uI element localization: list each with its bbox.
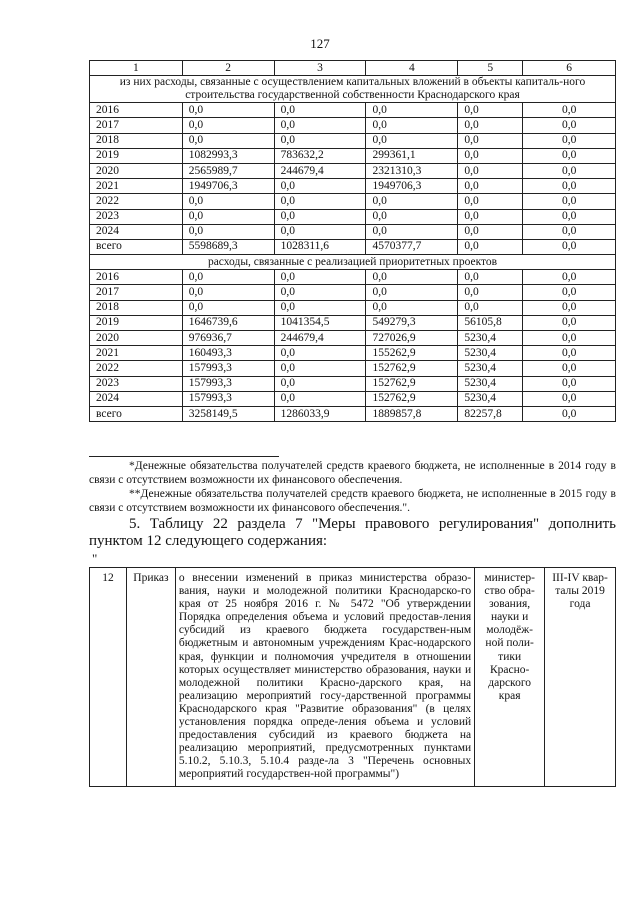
- column-number-cell: 5: [458, 61, 523, 76]
- value-cell: 5598689,3: [182, 239, 274, 254]
- table-row: [90, 300, 616, 315]
- value-cell: 0,0: [366, 103, 458, 118]
- main-paragraph-text: 5. Таблицу 22 раздела 7 "Меры правового регулирования" дополнить пунктом 12 следующего содержания:: [89, 516, 616, 549]
- value-cell: 0,0: [182, 103, 274, 118]
- measure-executor: министер-ство обра-зования, науки и молодёж-ной поли-тики Красно-дарского края: [475, 568, 545, 787]
- value-cell: 82257,8: [458, 406, 523, 421]
- value-cell: 0,0: [458, 300, 523, 315]
- value-cell: 0,0: [458, 179, 523, 194]
- value-cell: 5230,4: [458, 361, 523, 376]
- value-cell: 0,0: [523, 118, 616, 133]
- column-number-cell: 2: [182, 61, 274, 76]
- table-row: [90, 406, 616, 421]
- year-cell: 2018: [90, 300, 183, 315]
- value-cell: 2321310,3: [366, 163, 458, 178]
- year-cell: 2019: [90, 148, 183, 163]
- value-cell: 157993,3: [182, 391, 274, 406]
- year-cell: 2016: [90, 270, 183, 285]
- value-cell: 0,0: [274, 179, 366, 194]
- column-number-cell: 6: [523, 61, 616, 76]
- year-cell: 2021: [90, 179, 183, 194]
- table-row: [90, 209, 616, 224]
- budget-table: [89, 60, 616, 422]
- value-cell: 0,0: [366, 300, 458, 315]
- footnote-1-text: *Денежные обязательства получателей средств краевого бюджета, не исполненные в 2014 году в связи с отсутствием возможности их финансового обеспечения.: [89, 460, 616, 486]
- footnote-2-text: **Денежные обязательства получателей средств краевого бюджета, не исполненные в 2015 году в связи с отсутствием возможности их финансового обеспечения.".: [89, 488, 616, 514]
- value-cell: 0,0: [274, 224, 366, 239]
- value-cell: 0,0: [458, 163, 523, 178]
- value-cell: 0,0: [523, 148, 616, 163]
- value-cell: 0,0: [523, 406, 616, 421]
- value-cell: 0,0: [523, 133, 616, 148]
- value-cell: 0,0: [274, 118, 366, 133]
- value-cell: 160493,3: [182, 346, 274, 361]
- value-cell: 1041354,5: [274, 315, 366, 330]
- year-cell: 2022: [90, 361, 183, 376]
- table-row: [90, 376, 616, 391]
- measure-row-12: [90, 568, 616, 787]
- value-cell: 0,0: [458, 148, 523, 163]
- value-cell: 0,0: [274, 194, 366, 209]
- year-cell: 2017: [90, 285, 183, 300]
- quote-mark: ": [92, 551, 98, 566]
- value-cell: 0,0: [523, 285, 616, 300]
- value-cell: 0,0: [274, 300, 366, 315]
- value-cell: 5230,4: [458, 331, 523, 346]
- value-cell: 0,0: [274, 346, 366, 361]
- table-row: [90, 315, 616, 330]
- value-cell: 0,0: [458, 103, 523, 118]
- value-cell: 0,0: [274, 270, 366, 285]
- value-cell: 1028311,6: [274, 239, 366, 254]
- section-priority-title: расходы, связанные с реализацией приоритетных проектов: [90, 255, 616, 270]
- value-cell: 0,0: [523, 179, 616, 194]
- footnote-1: [89, 459, 616, 487]
- table-row: [90, 118, 616, 133]
- value-cell: 244679,4: [274, 163, 366, 178]
- value-cell: 299361,1: [366, 148, 458, 163]
- value-cell: 1082993,3: [182, 148, 274, 163]
- value-cell: 157993,3: [182, 376, 274, 391]
- value-cell: 0,0: [274, 361, 366, 376]
- table-row: [90, 148, 616, 163]
- column-number-cell: 1: [90, 61, 183, 76]
- value-cell: 1646739,6: [182, 315, 274, 330]
- year-cell: всего: [90, 406, 183, 421]
- value-cell: 0,0: [366, 285, 458, 300]
- value-cell: 244679,4: [274, 331, 366, 346]
- year-cell: 2020: [90, 331, 183, 346]
- year-cell: 2021: [90, 346, 183, 361]
- value-cell: 0,0: [458, 285, 523, 300]
- value-cell: 0,0: [182, 300, 274, 315]
- value-cell: 0,0: [523, 270, 616, 285]
- value-cell: 0,0: [523, 315, 616, 330]
- value-cell: 152762,9: [366, 391, 458, 406]
- value-cell: 1286033,9: [274, 406, 366, 421]
- value-cell: 152762,9: [366, 376, 458, 391]
- measure-number: 12: [90, 568, 127, 787]
- year-cell: 2016: [90, 103, 183, 118]
- measure-description: о внесении изменений в приказ министерства образо-вания, науки и молодежной политики Краснодарско-го края от 25 ноября 2016 г. № 5472 "Об утверждении Порядка определения объема и условий предостав-ления субсидий из краевого бюджета государствен-ным бюджетным и автономным учреждениям Крас-нодарского края, функции и полномочия учредителя в отношении которых осуществляет министерство образования, науки и молодежной политики Красно-дарского края, на реализацию мероприятий госу-дарственной программы Краснодарского края "Развитие образования" (в целях установления порядка опреде-ления объема и условий предоставления субсидий из краевого бюджета на реализацию мероприятий, предусмотренных пунктами 5.10.2, 5.10.3, 5.10.4 разде-ла 3 "Перечень основных мероприятий государствен-ной программы"): [175, 568, 474, 787]
- table-row: [90, 391, 616, 406]
- value-cell: 0,0: [523, 376, 616, 391]
- value-cell: 0,0: [274, 391, 366, 406]
- main-paragraph: [89, 516, 616, 550]
- table-row: [90, 194, 616, 209]
- value-cell: 0,0: [274, 285, 366, 300]
- year-cell: 2019: [90, 315, 183, 330]
- year-cell: 2024: [90, 224, 183, 239]
- value-cell: 5230,4: [458, 346, 523, 361]
- column-number-cell: 4: [366, 61, 458, 76]
- value-cell: 3258149,5: [182, 406, 274, 421]
- value-cell: 1949706,3: [366, 179, 458, 194]
- value-cell: 0,0: [523, 331, 616, 346]
- year-cell: 2024: [90, 391, 183, 406]
- year-cell: всего: [90, 239, 183, 254]
- table-row: [90, 346, 616, 361]
- table-row: [90, 179, 616, 194]
- value-cell: 0,0: [182, 224, 274, 239]
- value-cell: 0,0: [182, 133, 274, 148]
- value-cell: 0,0: [458, 133, 523, 148]
- table-row: [90, 133, 616, 148]
- year-cell: 2023: [90, 209, 183, 224]
- value-cell: 1949706,3: [182, 179, 274, 194]
- value-cell: 0,0: [523, 163, 616, 178]
- page-number: 127: [310, 36, 330, 51]
- year-cell: 2018: [90, 133, 183, 148]
- value-cell: 2565989,7: [182, 163, 274, 178]
- value-cell: 0,0: [523, 209, 616, 224]
- value-cell: 0,0: [182, 285, 274, 300]
- value-cell: 976936,7: [182, 331, 274, 346]
- section-capital-title: из них расходы, связанные с осуществлением капитальных вложений в объекты капиталь-ного строительства государственной собственности Краснодарского края: [90, 76, 616, 103]
- value-cell: 0,0: [366, 224, 458, 239]
- value-cell: 0,0: [182, 118, 274, 133]
- table-row: [90, 361, 616, 376]
- measure-type: Приказ: [126, 568, 175, 787]
- value-cell: 0,0: [458, 194, 523, 209]
- table-row: [90, 285, 616, 300]
- footnote-2: [89, 487, 616, 515]
- value-cell: 0,0: [182, 194, 274, 209]
- value-cell: 0,0: [523, 194, 616, 209]
- column-number-row: [90, 61, 616, 76]
- value-cell: 0,0: [274, 209, 366, 224]
- value-cell: 1889857,8: [366, 406, 458, 421]
- value-cell: 0,0: [182, 270, 274, 285]
- value-cell: 0,0: [458, 270, 523, 285]
- value-cell: 0,0: [458, 224, 523, 239]
- measures-table: [89, 567, 616, 787]
- table-row: [90, 331, 616, 346]
- value-cell: 157993,3: [182, 361, 274, 376]
- value-cell: 783632,2: [274, 148, 366, 163]
- section-capital-title-row: [90, 76, 616, 103]
- year-cell: 2017: [90, 118, 183, 133]
- value-cell: 0,0: [366, 133, 458, 148]
- value-cell: 0,0: [458, 209, 523, 224]
- value-cell: 0,0: [366, 118, 458, 133]
- value-cell: 0,0: [523, 103, 616, 118]
- value-cell: 152762,9: [366, 361, 458, 376]
- value-cell: 0,0: [523, 300, 616, 315]
- value-cell: 0,0: [182, 209, 274, 224]
- table-row: [90, 270, 616, 285]
- value-cell: 0,0: [366, 194, 458, 209]
- table-row: [90, 224, 616, 239]
- value-cell: 0,0: [523, 239, 616, 254]
- section-priority-title-row: [90, 255, 616, 270]
- footnote-separator: [89, 456, 279, 457]
- value-cell: 727026,9: [366, 331, 458, 346]
- year-cell: 2023: [90, 376, 183, 391]
- column-number-cell: 3: [274, 61, 366, 76]
- year-cell: 2020: [90, 163, 183, 178]
- value-cell: 0,0: [366, 270, 458, 285]
- value-cell: 0,0: [523, 346, 616, 361]
- value-cell: 0,0: [458, 239, 523, 254]
- table-row: [90, 163, 616, 178]
- value-cell: 0,0: [366, 209, 458, 224]
- value-cell: 0,0: [274, 133, 366, 148]
- value-cell: 4570377,7: [366, 239, 458, 254]
- value-cell: 0,0: [274, 103, 366, 118]
- table-row: [90, 103, 616, 118]
- value-cell: 0,0: [523, 391, 616, 406]
- value-cell: 5230,4: [458, 376, 523, 391]
- table-row: [90, 239, 616, 254]
- value-cell: 0,0: [458, 118, 523, 133]
- value-cell: 56105,8: [458, 315, 523, 330]
- value-cell: 0,0: [523, 361, 616, 376]
- value-cell: 5230,4: [458, 391, 523, 406]
- value-cell: 0,0: [523, 224, 616, 239]
- measure-deadline: III-IV квар-талы 2019 года: [545, 568, 616, 787]
- value-cell: 155262,9: [366, 346, 458, 361]
- value-cell: 0,0: [274, 376, 366, 391]
- value-cell: 549279,3: [366, 315, 458, 330]
- year-cell: 2022: [90, 194, 183, 209]
